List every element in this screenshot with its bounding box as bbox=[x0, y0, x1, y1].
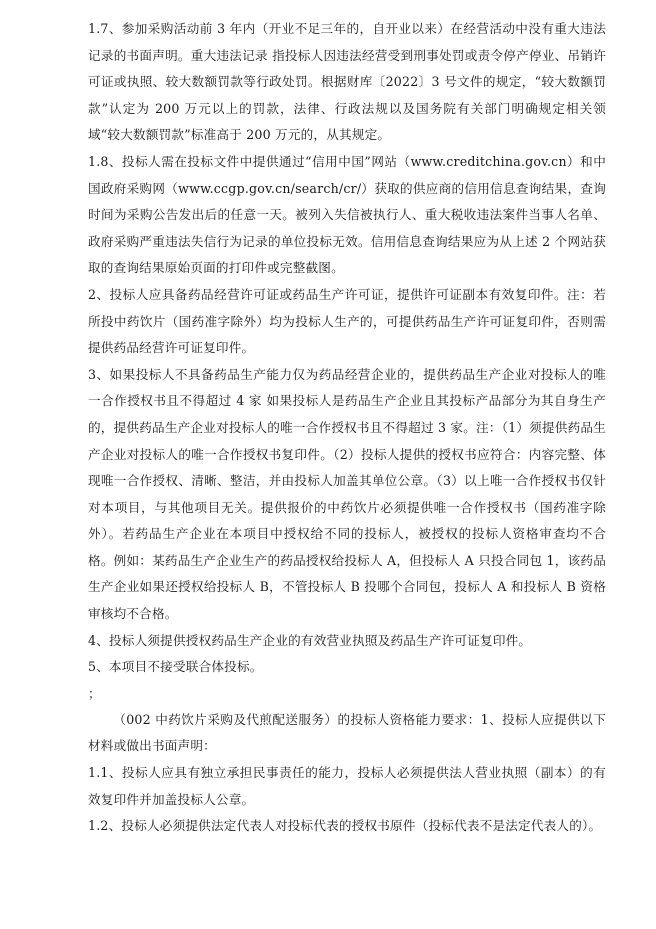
clause-3: 3、如果投标人不具备药品生产能力仅为药品经营企业的，提供药品生产企业对投标人的唯一合作授权书且不得超过 4 家 如果投标人是药品生产企业且其投标产品部分为其自身生产的，提供药品生产企业对投标人的唯一合作授权书且不得超过 3 家。注：（1）须提供药品生产企业对投标人的唯一合作授权书复印件。（2）投标人提供的授权书应符合：内容完整、体现唯一合作授权、清晰、整洁，并由投标人加盖其单位公章。（3）以上唯一合作授权书仅针对本项目，与其他项目无关。提供报价的中药饮片必须提供唯一合作授权书（国药准字除外）。若药品生产企业在本项目中授权给不同的投标人，被授权的投标人资格审查均不合格。例如：某药品生产企业生产的药品授权给投标人 A，但投标人 A 只投合同包 1，该药品生产企业如果还授权给投标人 B，不管投标人 B 投哪个合同包，投标人 A 和投标人 B 资格审核均不合格。 bbox=[88, 366, 606, 622]
clause-5: 5、本项目不接受联合体投标。 bbox=[88, 659, 263, 675]
clause-1-8: 1.8、投标人需在投标文件中提供通过“信用中国”网站（www.creditchina.gov.cn）和中国政府采购网（www.ccgp.gov.cn/search/cr/）获取的供应商的信用信息查询结果，查询时间为采购公告发出后的任意一天。被列入失信被执行人、重大税收违法案件当事人名单、政府采购严重违法失信行为记录的单位投标无效。信用信息查询结果应为从上述 2 个网站获取的查询结果原始页面的打印件或完整截图。 bbox=[88, 153, 606, 276]
semicolon-line: ； bbox=[88, 685, 101, 701]
clause-1-7: 1.7、参加采购活动前 3 年内（开业不足三年的，自开业以来）在经营活动中没有重大违法记录的书面声明。重大违法记录 指投标人因违法经营受到刑事处罚或责令停产停业、吊销许可证或执照、较大数额罚款等行政处罚。根据财库〔2022〕3 号文件的规定，“较大数额罚款”认定为 200 万元以上的罚款，法律、行政法规以及国务院有关部门明确规定相关领域“较大数额罚款”标准高于 200 万元的，从其规定。 bbox=[88, 21, 606, 143]
clause-1-2: 1.2、投标人必须提供法定代表人对投标代表的授权书原件（投标代表不是法定代表人的）。 bbox=[88, 818, 602, 834]
package-002-requirements: （002 中药饮片采购及代煎配送服务）的投标人资格能力要求：1、投标人应提供以下材料或做出书面声明： bbox=[88, 711, 606, 754]
clause-2: 2、投标人应具备药品经营许可证或药品生产许可证，提供许可证副本有效复印件。注：若所投中药饮片（国药准字除外）均为投标人生产的，可提供药品生产许可证复印件，否则需提供药品经营许可证复印件。 bbox=[88, 286, 606, 356]
clause-4: 4、投标人须提供授权药品生产企业的有效营业执照及药品生产许可证复印件。 bbox=[88, 632, 532, 648]
clause-1-1: 1.1、投标人应具有独立承担民事责任的能力，投标人必须提供法人营业执照（副本）的有效复印件并加盖投标人公章。 bbox=[88, 765, 606, 807]
